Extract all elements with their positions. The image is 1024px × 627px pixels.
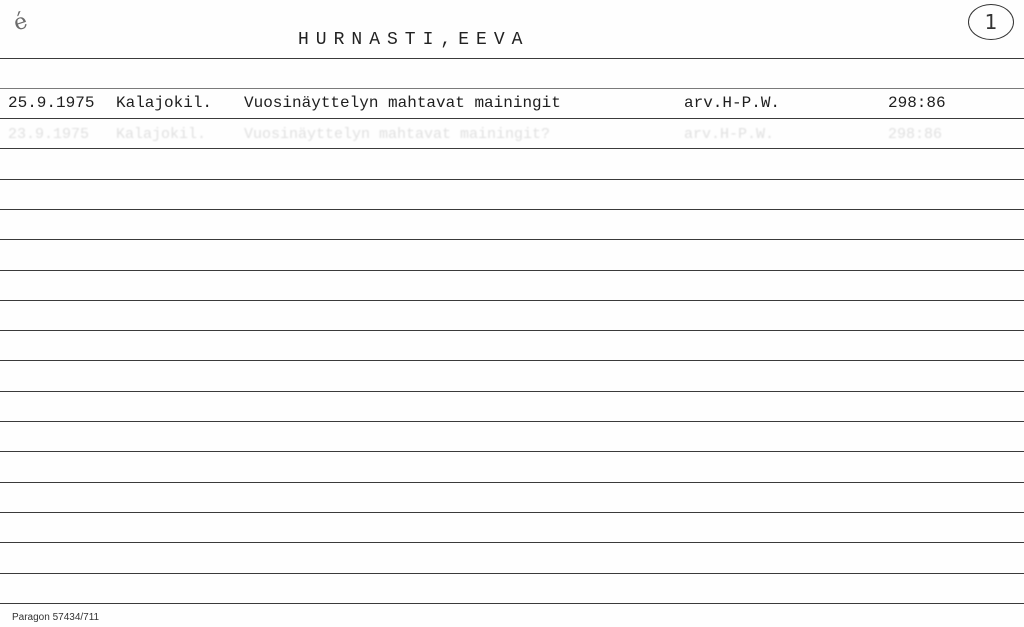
bleed-through-text	[0, 126, 1024, 146]
ruled-line	[0, 512, 1024, 513]
ruled-line	[0, 239, 1024, 240]
ruled-line	[0, 270, 1024, 271]
entry-reference: 298:86	[888, 94, 946, 112]
ruled-line	[0, 179, 1024, 180]
entry-title: Vuosinäyttelyn mahtavat mainingit	[244, 94, 561, 112]
ruled-line	[0, 118, 1024, 119]
ruled-line	[0, 603, 1024, 604]
entry-date: 25.9.1975	[8, 94, 95, 112]
entry-reviewer: arv.H-P.W.	[684, 94, 781, 112]
ruled-line	[0, 209, 1024, 210]
ruled-line	[0, 451, 1024, 452]
ghost-reference: 298:86	[888, 126, 943, 143]
handwritten-corner-mark: é	[10, 8, 31, 37]
ruled-line	[0, 360, 1024, 361]
ghost-place: Kalajokil.	[116, 126, 207, 143]
ghost-reviewer: arv.H-P.W.	[684, 126, 775, 143]
entry-place: Kalajokil.	[116, 94, 213, 112]
ruled-line	[0, 88, 1024, 89]
printer-imprint: Paragon 57434/711	[12, 612, 100, 623]
ruled-line	[0, 300, 1024, 301]
ghost-date: 23.9.1975	[8, 126, 90, 143]
ghost-title: Vuosinäyttelyn mahtavat mainingit?	[244, 126, 551, 143]
entry-row	[0, 94, 1024, 118]
ruled-line	[0, 482, 1024, 483]
card-number-circle	[968, 4, 1014, 40]
ruled-line	[0, 542, 1024, 543]
card-heading-name: HURNASTI,EEVA	[298, 30, 530, 50]
ruled-line	[0, 421, 1024, 422]
ruled-line	[0, 573, 1024, 574]
ruled-line	[0, 330, 1024, 331]
card-number: 1	[984, 10, 998, 34]
ruled-line	[0, 391, 1024, 392]
ruled-line	[0, 148, 1024, 149]
header-rule	[0, 58, 1024, 59]
